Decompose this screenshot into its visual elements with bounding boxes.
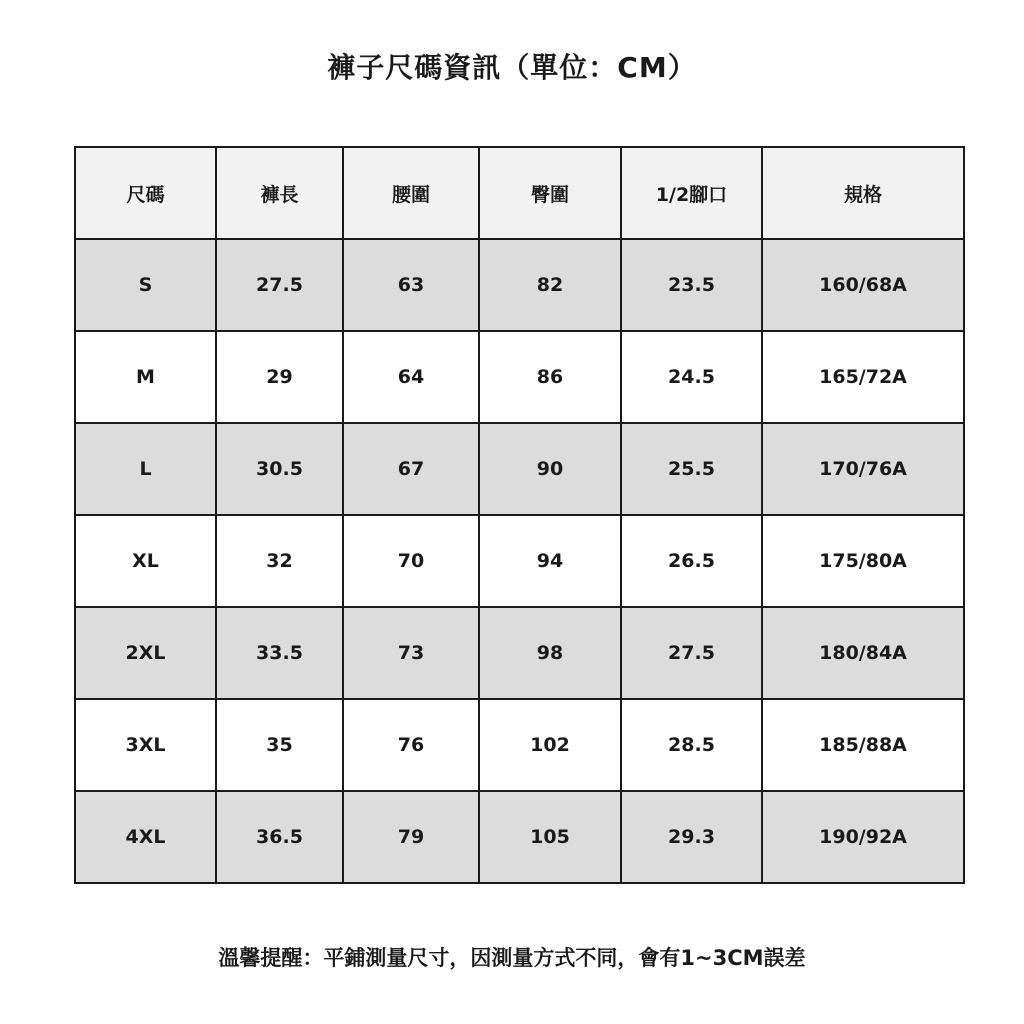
table-row (75, 607, 964, 699)
cell-waist: 76 (343, 699, 479, 791)
header-size: 尺碼 (75, 147, 216, 239)
cell-waist: 63 (343, 239, 479, 331)
cell-hip: 94 (479, 515, 621, 607)
cell-size: XL (75, 515, 216, 607)
cell-length: 35 (216, 699, 343, 791)
cell-size: 4XL (75, 791, 216, 883)
table-row (75, 239, 964, 331)
header-spec: 規格 (762, 147, 964, 239)
cell-half-hem: 24.5 (621, 331, 762, 423)
cell-half-hem: 23.5 (621, 239, 762, 331)
cell-length: 33.5 (216, 607, 343, 699)
cell-size: M (75, 331, 216, 423)
cell-length: 29 (216, 331, 343, 423)
header-length: 褲長 (216, 147, 343, 239)
cell-spec: 185/88A (762, 699, 964, 791)
table-row (75, 791, 964, 883)
cell-hip: 105 (479, 791, 621, 883)
cell-half-hem: 29.3 (621, 791, 762, 883)
page-title: 褲子尺碼資訊（單位：CM） (327, 51, 697, 84)
cell-half-hem: 28.5 (621, 699, 762, 791)
cell-hip: 98 (479, 607, 621, 699)
cell-waist: 64 (343, 331, 479, 423)
cell-hip: 102 (479, 699, 621, 791)
cell-hip: 82 (479, 239, 621, 331)
cell-length: 36.5 (216, 791, 343, 883)
cell-hip: 86 (479, 331, 621, 423)
cell-spec: 180/84A (762, 607, 964, 699)
cell-waist: 70 (343, 515, 479, 607)
cell-spec: 170/76A (762, 423, 964, 515)
size-chart-table (74, 146, 965, 884)
cell-spec: 165/72A (762, 331, 964, 423)
cell-half-hem: 25.5 (621, 423, 762, 515)
cell-length: 30.5 (216, 423, 343, 515)
cell-size: S (75, 239, 216, 331)
header-hip: 臀圍 (479, 147, 621, 239)
measurement-note: 溫馨提醒：平鋪測量尺寸，因測量方式不同，會有1~3CM誤差 (218, 946, 806, 970)
header-half-hem: 1/2腳口 (621, 147, 762, 239)
cell-length: 27.5 (216, 239, 343, 331)
cell-spec: 190/92A (762, 791, 964, 883)
cell-spec: 160/68A (762, 239, 964, 331)
cell-half-hem: 27.5 (621, 607, 762, 699)
header-waist: 腰圍 (343, 147, 479, 239)
cell-spec: 175/80A (762, 515, 964, 607)
cell-size: 2XL (75, 607, 216, 699)
cell-waist: 73 (343, 607, 479, 699)
cell-size: 3XL (75, 699, 216, 791)
cell-half-hem: 26.5 (621, 515, 762, 607)
table-header-row (75, 147, 964, 239)
table-row (75, 515, 964, 607)
table-row (75, 423, 964, 515)
table-row (75, 331, 964, 423)
cell-waist: 67 (343, 423, 479, 515)
cell-hip: 90 (479, 423, 621, 515)
cell-size: L (75, 423, 216, 515)
table-row (75, 699, 964, 791)
cell-length: 32 (216, 515, 343, 607)
cell-waist: 79 (343, 791, 479, 883)
